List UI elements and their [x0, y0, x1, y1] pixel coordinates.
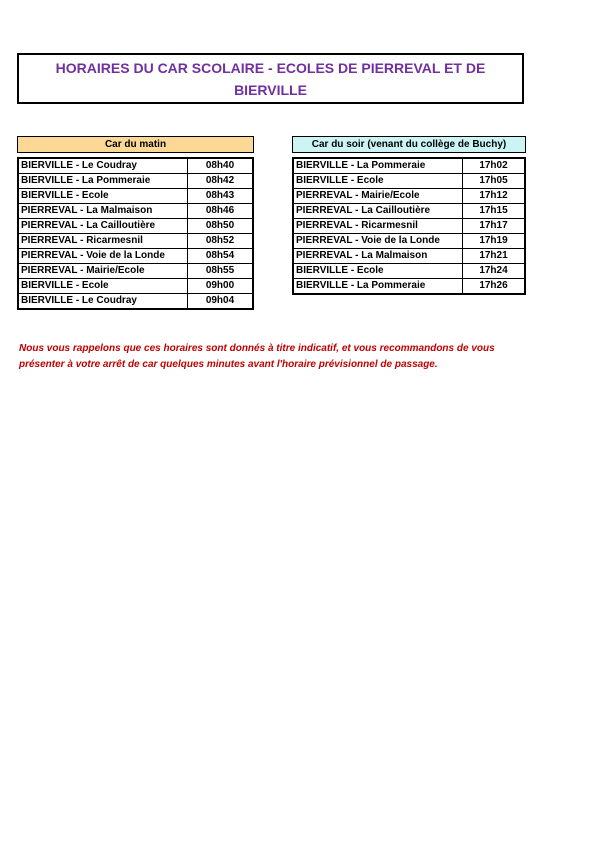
stop-name: BIERVILLE - Ecole [18, 279, 188, 294]
morning-schedule-row [18, 294, 253, 310]
stop-time: 17h26 [463, 279, 526, 295]
stop-time: 17h12 [463, 189, 526, 204]
stop-name: PIERREVAL - La Malmaison [293, 249, 463, 264]
stop-time: 08h50 [188, 219, 254, 234]
stop-time: 08h42 [188, 174, 254, 189]
page-title: HORAIRES DU CAR SCOLAIRE - ECOLES DE PIERREVAL ET DE BIERVILLE [55, 59, 486, 98]
stop-name: PIERREVAL - Mairie/Ecole [293, 189, 463, 204]
evening-schedule-table [292, 157, 526, 295]
title-box [17, 53, 524, 104]
morning-schedule-row [18, 279, 253, 294]
evening-schedule-row [293, 264, 525, 279]
morning-schedule-row [18, 249, 253, 264]
stop-name: BIERVILLE - Le Coudray [18, 294, 188, 310]
stop-time: 17h02 [463, 158, 526, 174]
morning-schedule-row [18, 264, 253, 279]
evening-schedule-row [293, 249, 525, 264]
stop-time: 08h46 [188, 204, 254, 219]
morning-schedule-row [18, 234, 253, 249]
stop-name: PIERREVAL - Mairie/Ecole [18, 264, 188, 279]
stop-name: PIERREVAL - La Cailloutière [18, 219, 188, 234]
evening-schedule-row [293, 158, 525, 174]
stop-name: PIERREVAL - Voie de la Londe [293, 234, 463, 249]
evening-schedule-row [293, 174, 525, 189]
evening-schedule-row [293, 279, 525, 295]
stop-time: 08h40 [188, 158, 254, 174]
evening-schedule-row [293, 219, 525, 234]
stop-time: 17h05 [463, 174, 526, 189]
evening-schedule-row [293, 189, 525, 204]
stop-time: 08h52 [188, 234, 254, 249]
evening-schedule-row [293, 234, 525, 249]
stop-time: 09h00 [188, 279, 254, 294]
stop-time: 17h15 [463, 204, 526, 219]
morning-schedule-row [18, 174, 253, 189]
stop-time: 08h54 [188, 249, 254, 264]
stop-name: BIERVILLE - Ecole [293, 174, 463, 189]
stop-time: 17h17 [463, 219, 526, 234]
stop-name: BIERVILLE - La Pommeraie [293, 158, 463, 174]
stop-time: 09h04 [188, 294, 254, 310]
morning-schedule-row [18, 189, 253, 204]
stop-time: 17h21 [463, 249, 526, 264]
stop-name: PIERREVAL - La Cailloutière [293, 204, 463, 219]
stop-name: PIERREVAL - Voie de la Londe [18, 249, 188, 264]
morning-schedule-row [18, 219, 253, 234]
stop-name: BIERVILLE - La Pommeraie [293, 279, 463, 295]
notice-text: Nous vous rappelons que ces horaires sont donnés à titre indicatif, et vous recommandons de vous présenter à votre arrêt de car quelques minutes avant l'horaire prévisionnel de passage. [19, 343, 495, 370]
morning-schedule-table [17, 157, 254, 310]
stop-name: BIERVILLE - Ecole [18, 189, 188, 204]
stop-name: PIERREVAL - Ricarmesnil [18, 234, 188, 249]
morning-table-header: Car du matin [17, 136, 254, 153]
stop-name: BIERVILLE - Le Coudray [18, 158, 188, 174]
stop-name: PIERREVAL - Ricarmesnil [293, 219, 463, 234]
morning-schedule-row [18, 158, 253, 174]
evening-table-header: Car du soir (venant du collège de Buchy) [292, 136, 526, 153]
stop-name: PIERREVAL - La Malmaison [18, 204, 188, 219]
stop-time: 08h55 [188, 264, 254, 279]
morning-schedule-row [18, 204, 253, 219]
stop-name: BIERVILLE - Ecole [293, 264, 463, 279]
evening-schedule-row [293, 204, 525, 219]
stop-time: 17h24 [463, 264, 526, 279]
stop-time: 17h19 [463, 234, 526, 249]
stop-time: 08h43 [188, 189, 254, 204]
stop-name: BIERVILLE - La Pommeraie [18, 174, 188, 189]
